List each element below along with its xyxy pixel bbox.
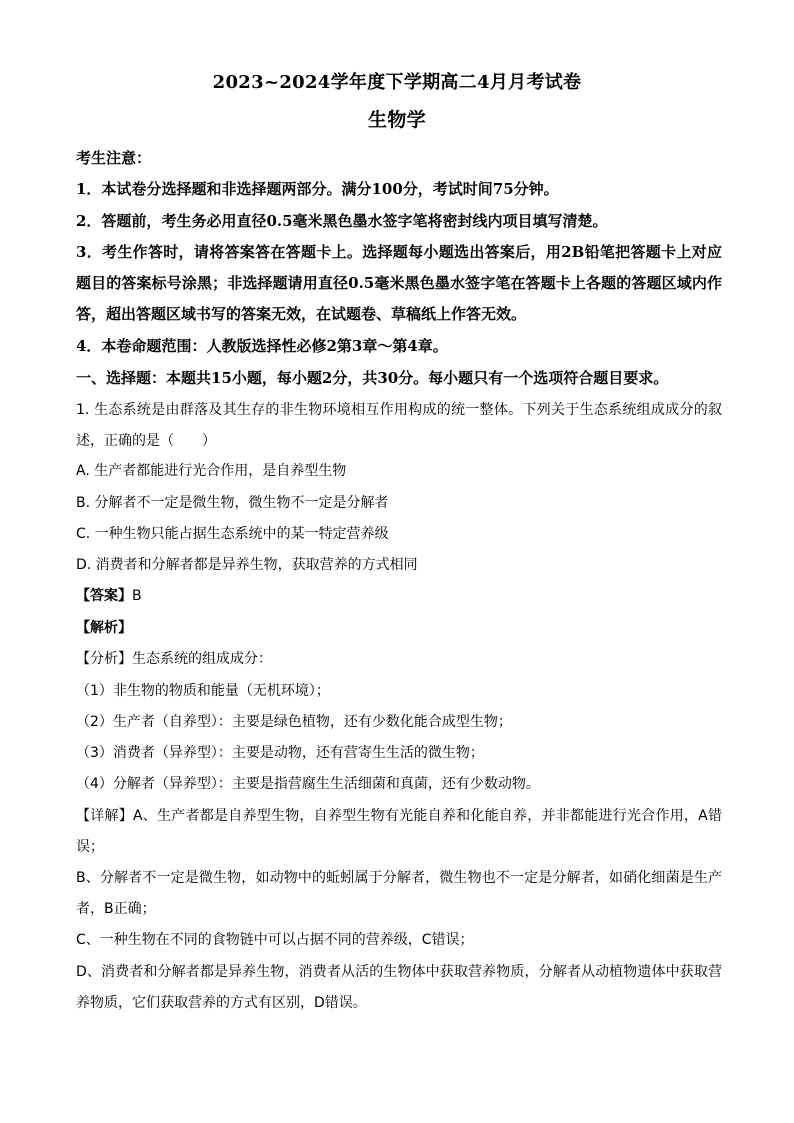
option-b: B. 分解者不一定是微生物，微生物不一定是分解者: [76, 495, 389, 511]
analysis-item-1: （1）非生物的物质和能量（无机环境）；: [76, 683, 330, 699]
detail-item-c: C、一种生物在不同的食物链中可以占据不同的营养级，C错误；: [76, 932, 474, 948]
notice-heading: 考生注意：: [76, 149, 152, 167]
detail-item-b: B、分解者不一定是微生物，如动物中的蚯蚓属于分解者，微生物也不一定是分解者，如硝化细菌是生产者，B正确；: [76, 870, 722, 917]
analysis-item-3: （3）消费者（异养型）：主要是动物，还有营寄生生活的微生物；: [76, 745, 484, 761]
exam-title: 2023~2024学年度下学期高二4月月考试卷: [212, 72, 582, 93]
option-a: A. 生产者都能进行光合作用，是自养型生物: [76, 463, 347, 479]
question-stem: 1. 生态系统是由群落及其生存的非生物环境相互作用构成的统一整体。下列关于生态系统组成成分的叙述，正确的是（ ）: [76, 402, 722, 449]
option-d: D. 消费者和分解者都是异养生物，获取营养的方式相同: [76, 557, 418, 573]
analysis-item-4: （4）分解者（异养型）：主要是指营腐生生活细菌和真菌，还有少数动物。: [76, 776, 540, 792]
detail-item-a: 【详解】A、生产者都是自养型生物，自养型生物有光能自养和化能自养，并非都能进行光合作用，A错误；: [76, 808, 722, 855]
notice-item-1: 1．本试卷分选择题和非选择题两部分。满分100分，考试时间75分钟。: [76, 180, 559, 198]
notice-item-4: 4．本卷命题范围：人教版选择性必修2第3章～第4章。: [76, 337, 448, 355]
notice-item-2: 2．答题前，考生务必用直径0.5毫米黑色墨水签字笔将密封线内项目填写清楚。: [76, 212, 608, 230]
subject-title: 生物学: [368, 109, 426, 131]
answer-label: 【答案】: [76, 588, 132, 604]
option-c: C. 一种生物只能占据生态系统中的某一特定营养级: [76, 526, 389, 542]
analysis-label: 【解析】: [76, 620, 132, 636]
answer-line: [76, 581, 722, 612]
analysis-intro: 【分析】生态系统的组成成分：: [76, 651, 272, 667]
detail-item-d: D、消费者和分解者都是异养生物，消费者从活的生物体中获取营养物质，分解者从动植物遗体中获取营养物质，它们获取营养的方式有区别，D错误。: [76, 964, 722, 1011]
analysis-item-2: （2）生产者（自养型）：主要是绿色植物，还有少数化能合成型生物；: [76, 714, 512, 730]
answer-value: B: [132, 588, 142, 604]
section-heading: 一、选择题：本题共15小题，每小题2分，共30分。每小题只有一个选项符合题目要求。: [76, 369, 669, 387]
notice-item-3: 3．考生作答时，请将答案答在答题卡上。选择题每小题选出答案后，用2B铅笔把答题卡上对应题目的答案标号涂黑；非选择题请用直径0.5毫米黑色墨水签字笔在答题卡上各题的答题区域内作答，超出答题区域书写的答案无效，在试题卷、草稿纸上作答无效。: [76, 243, 722, 323]
